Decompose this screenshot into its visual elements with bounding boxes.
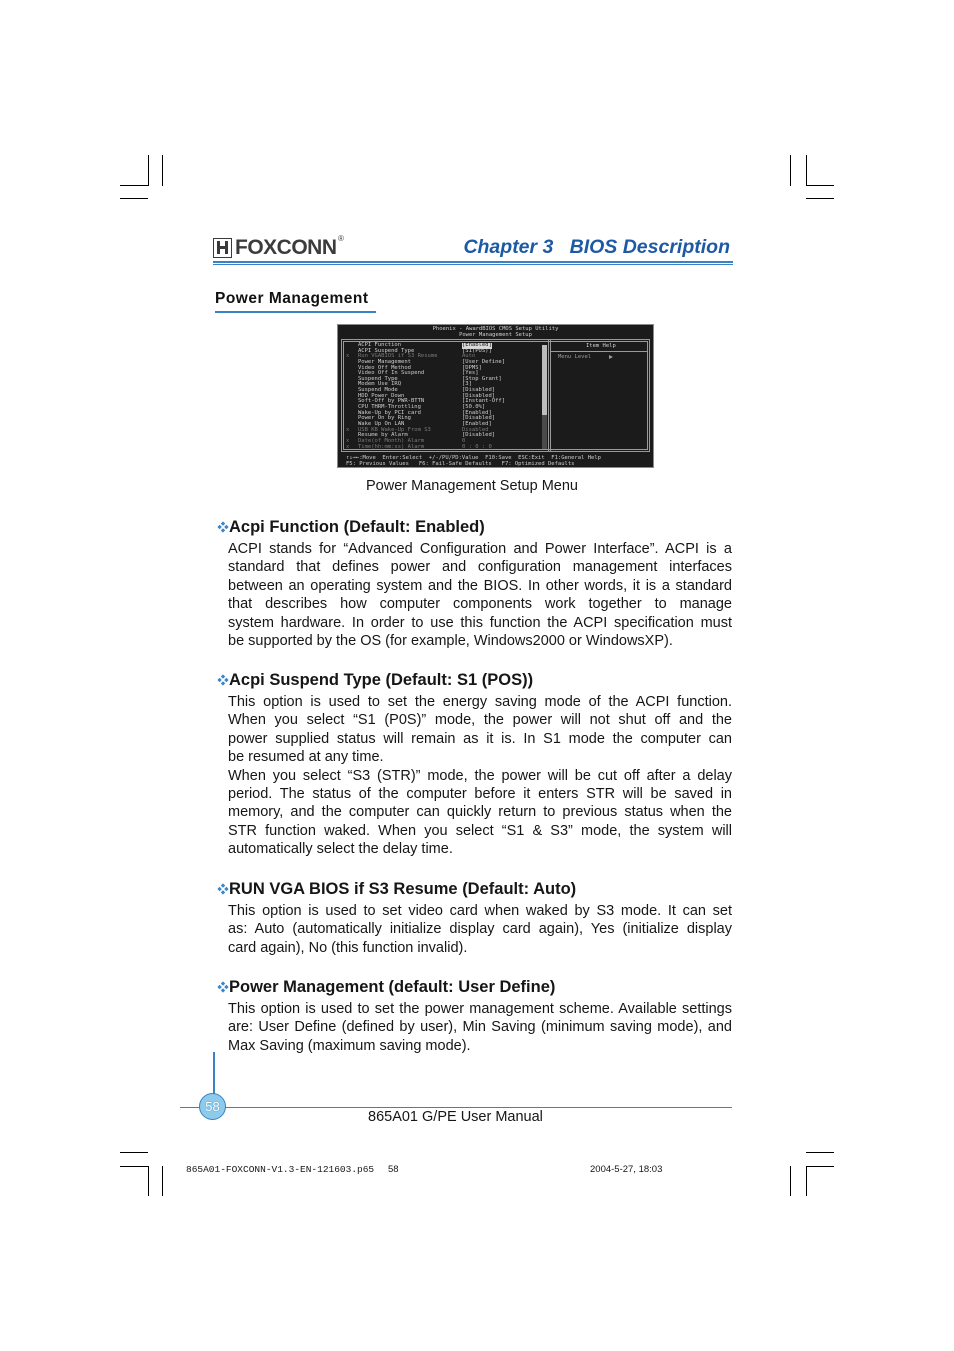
bios-option-label: USB KB Wake-Up From S3 (358, 426, 431, 433)
bios-option-marker: x (346, 443, 350, 450)
footer-vertical-rule (213, 1052, 215, 1094)
diamond-bullet-icon (217, 883, 229, 895)
crop-mark (806, 1166, 834, 1167)
bios-option-label: ACPI Suspend Type (358, 347, 415, 354)
bios-option-label: Power On by Ring (358, 415, 411, 422)
body-text-line: This option is used to set the power management scheme. Available settings (228, 1001, 732, 1017)
bios-option-value: 0 : 0 : 0 (462, 443, 492, 450)
crop-mark (162, 1166, 163, 1196)
bios-option-value: [Yes] (462, 370, 479, 377)
bios-key-help-line: F5: Previous Values F6: Fail-Safe Defaults F7: Optimized Defaults (346, 461, 575, 467)
foxconn-logo-icon (213, 238, 232, 258)
body-text-line: period. The status of the computer before it enters STR will be saved in (228, 785, 732, 802)
body-text-line: memory, and the computer can quickly return to previous status when the (228, 804, 732, 821)
crop-mark (806, 155, 807, 186)
option-heading (217, 978, 732, 996)
body-text-line: STR function waked. When you select “S1 & S3” mode, the system will (228, 822, 732, 839)
manual-title: 865A01 G/PE User Manual (368, 1109, 543, 1125)
body-text-line: When you select “S1 (P0S)” mode, the power will not shut off and the (228, 712, 732, 729)
crop-mark (120, 1152, 148, 1153)
body-text-line: power supplied status will remain as it is. In S1 mode the computer can (228, 730, 732, 747)
bios-option-value: [50.0%] (462, 404, 486, 411)
option-section (217, 880, 732, 957)
bios-option-value: 0 (462, 437, 466, 444)
option-section (217, 671, 732, 859)
bios-scroll-thumb (542, 345, 547, 415)
option-heading (217, 518, 732, 536)
foxconn-logo (213, 236, 345, 260)
body-text-line: system hardware. In order to use this function the ACPI specification must (228, 614, 732, 631)
option-heading-text: Power Management (default: User Define) (229, 978, 556, 996)
header-rule (213, 264, 733, 265)
bios-option-label: Power Management (358, 358, 411, 365)
option-heading-text: RUN VGA BIOS if S3 Resume (Default: Auto) (229, 880, 577, 898)
crop-mark (148, 1166, 149, 1196)
bios-option-label: Suspend Type (358, 375, 398, 382)
crop-mark (806, 198, 834, 199)
bios-option-label: CPU THRM-Throttling (358, 404, 421, 411)
bios-option-value: [Disabled] (462, 387, 496, 394)
body-text-line: This option is used to set the energy saving mode of the ACPI function. (228, 694, 732, 710)
body-text-line: automatically select the delay time. (228, 841, 453, 858)
bios-option-value: [Enabled] (462, 409, 492, 416)
bios-help-title: Item Help (586, 343, 616, 349)
bios-key-help-line: ↑↓→←:Move Enter:Select +/-/PU/PD:Value F10:Save ESC:Exit F1:General Help (346, 455, 601, 461)
option-heading (217, 671, 732, 689)
bios-subtitle: Power Management Setup (459, 332, 532, 338)
crop-mark (120, 198, 148, 199)
option-heading-text: Acpi Function (Default: Enabled) (229, 518, 485, 536)
crop-mark (806, 185, 834, 186)
option-description (228, 1000, 732, 1055)
chapter-title: Chapter 3 BIOS Description (463, 236, 730, 258)
bios-option-label: Video Off Method (358, 364, 411, 371)
bios-option-label: Soft-Off by PWR-BTTN (358, 398, 425, 405)
crop-mark (148, 155, 149, 186)
bios-option-value: [Disabled] (462, 432, 496, 439)
bios-option-value: [Enabled] (462, 342, 492, 348)
body-text-line: standard that defines power and configuration management interfaces (228, 559, 732, 576)
crop-mark (806, 1166, 807, 1196)
right-triangle-icon (609, 355, 613, 359)
bios-setup-screenshot (337, 324, 654, 468)
bios-option-label: Suspend Mode (358, 387, 398, 394)
body-text-line: Max Saving (maximum saving mode). (228, 1037, 471, 1054)
bios-option-label: Modem Use IRQ (358, 381, 402, 388)
body-text-line: When you select “S3 (STR)” mode, the power will be cut off after a delay (228, 767, 732, 784)
body-text-line: that describes how computer components work together to manage (228, 596, 732, 613)
bios-option-label: Resume by Alarm (358, 432, 408, 439)
option-heading (217, 880, 732, 898)
bios-option-label: Time(hh:mm:ss) Alarm (358, 443, 425, 450)
bios-option-label: Video Off In Suspend (358, 370, 425, 377)
bios-option-label: HDD Power Down (358, 392, 405, 399)
body-text-line: This option is used to set video card when waked by S3 mode. It can set (228, 903, 732, 919)
bios-option-list (344, 343, 544, 450)
bios-option-value: Disabled (462, 426, 489, 433)
print-page-number: 58 (388, 1164, 399, 1175)
bios-option-label: Wake-Up by PCI card (358, 409, 421, 416)
option-description (228, 902, 732, 957)
bios-option-value: Auto (462, 353, 476, 360)
bios-option-marker: x (346, 437, 350, 444)
bios-help-text: Menu Level (558, 354, 592, 360)
bios-option-marker: x (346, 353, 350, 360)
bios-scrollbar (542, 345, 547, 449)
bios-option-label: Wake Up On LAN (358, 420, 405, 427)
bios-option-value: [Disabled] (462, 392, 496, 399)
option-description (228, 540, 732, 650)
body-text-line: card again), No (this function invalid). (228, 939, 468, 956)
bios-option-value: [Stop Grant] (462, 375, 502, 382)
body-text-line: between an operating system and the BIOS. In other words, it is a standard (228, 577, 732, 594)
bios-panel-divider (548, 339, 551, 452)
page-section-title: Power Management (215, 290, 369, 307)
print-file-name: 865A01-FOXCONN-V1.3-EN-121603.p65 (186, 1164, 375, 1175)
bios-option-marker: x (346, 426, 350, 433)
logo-text: FOXCONN (235, 236, 337, 259)
bios-option-label: Run VGABIOS if S3 Resume (358, 353, 438, 360)
header-rule (213, 261, 733, 263)
bios-option-value: [Disabled] (462, 415, 496, 422)
diamond-bullet-icon (217, 674, 229, 686)
body-text-line: be resumed at any time. (228, 749, 384, 766)
bios-option-value: [DPMS] (462, 364, 482, 371)
crop-mark (790, 1166, 791, 1196)
bios-help-rule (551, 351, 647, 352)
body-text-line: as: Auto (automatically initialize display card again), Yes (initialize display (228, 921, 732, 938)
crop-mark (120, 1166, 148, 1167)
crop-mark (120, 185, 148, 186)
bios-option-value: [3] (462, 381, 472, 388)
bios-option-value: [Instant-Off] (462, 398, 506, 405)
bios-option-value: [User Define] (462, 358, 506, 365)
print-date: 2004-5-27, 18:03 (590, 1164, 663, 1175)
body-text-line: be supported by the OS (for example, Windows2000 or WindowsXP). (228, 632, 673, 649)
bios-option-label: Date(of Month) Alarm (358, 437, 425, 444)
bios-option-value: [Enabled] (462, 420, 492, 427)
section-title-underline (215, 311, 376, 313)
crop-mark (162, 155, 163, 186)
body-text-line: are: User Define (defined by user), Min Saving (minimum saving mode), and (228, 1019, 732, 1036)
option-section (217, 518, 732, 650)
bios-option-row (344, 445, 544, 451)
body-text-line: ACPI stands for “Advanced Configuration and Power Interface”. ACPI is a (228, 541, 732, 557)
figure-caption: Power Management Setup Menu (366, 478, 578, 494)
option-description (228, 693, 732, 859)
bios-option-value: [S1(POS)] (462, 347, 492, 354)
diamond-bullet-icon (217, 981, 229, 993)
crop-mark (806, 1152, 834, 1153)
option-section (217, 978, 732, 1055)
crop-mark (790, 155, 791, 186)
option-heading-text: Acpi Suspend Type (Default: S1 (POS)) (229, 671, 534, 689)
bios-option-label: ACPI Function (358, 342, 402, 348)
bios-title: Phoenix - AwardBIOS CMOS Setup Utility (432, 326, 559, 332)
registered-mark: ® (338, 234, 344, 243)
diamond-bullet-icon (217, 521, 229, 533)
page-number-badge: 58 (199, 1093, 226, 1120)
